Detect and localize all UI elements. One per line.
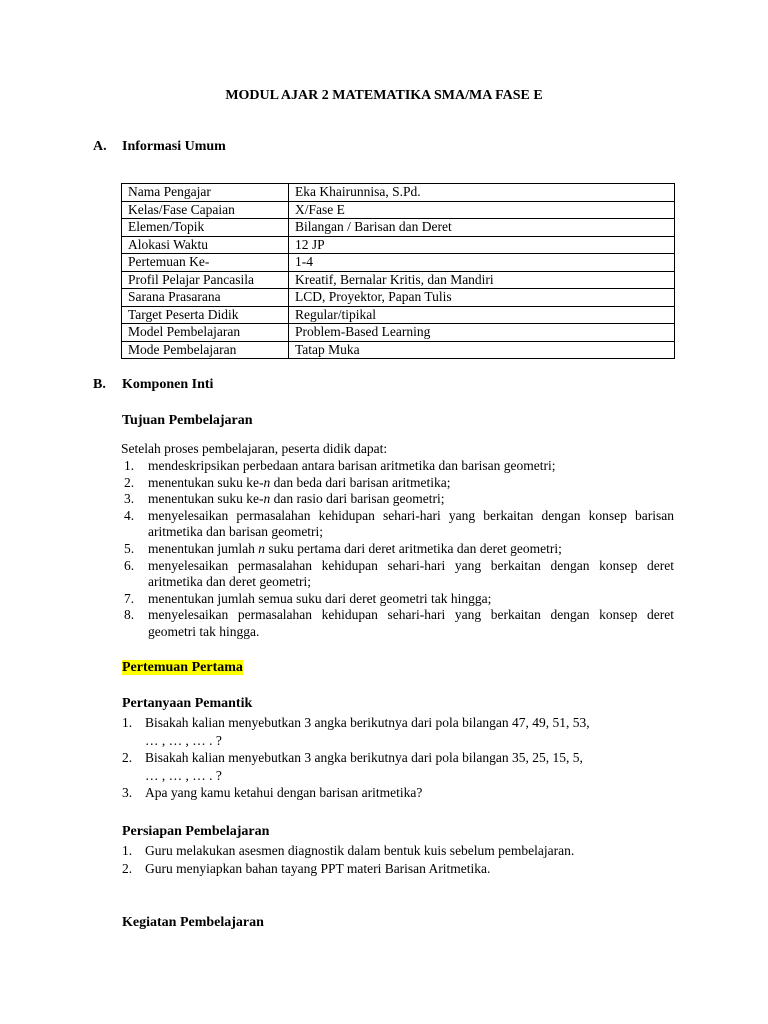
list-item [122,842,674,860]
section-a-title: Informasi Umum [122,139,226,154]
list-item [122,749,674,784]
list-item [122,558,674,591]
list-item [122,508,674,541]
info-table [121,183,675,359]
table-row [122,271,675,289]
tujuan-list [122,458,674,641]
pertemuan-heading [122,660,243,676]
list-item [122,860,674,878]
list-item [122,491,674,508]
item-text: menyelesaikan permasalahan kehidupan sehari-hari yang berkaitan dengan konsep barisan aritmetika dan barisan geometri; [148,507,674,540]
table-label: Kelas/Fase Capaian [122,201,289,219]
table-value: X/Fase E [289,201,675,219]
item-text: menentukan jumlah [148,540,259,556]
list-item [122,714,674,749]
list-number: 3. [124,491,135,507]
section-b-title: Komponen Inti [122,377,214,392]
list-item [122,541,674,558]
list-number: 3. [122,785,133,800]
list-number: 2. [122,860,133,876]
item-text: menyelesaikan permasalahan kehidupan sehari-hari yang berkaitan dengan konsep deret geometri tak hingga. [148,607,674,639]
table-row [122,324,675,342]
list-number: 7. [124,590,135,606]
item-text: Apa yang kamu ketahui dengan barisan aritmetika? [145,785,423,800]
list-item [122,591,674,608]
list-number: 5. [124,540,135,556]
item-text: mendeskripsikan perbedaan antara barisan aritmetika dan barisan geometri; [148,458,556,473]
item-text: menentukan suku ke- [148,474,264,490]
kegiatan-heading: Kegiatan Pembelajaran [122,915,264,930]
italic-variable: n [263,491,271,507]
item-text: menyelesaikan permasalahan kehidupan sehari-hari yang berkaitan dengan konsep deret aritmetika dan deret geometri; [148,557,674,590]
list-item [122,607,674,640]
item-text: Guru menyiapkan bahan tayang PPT materi Barisan Aritmetika. [145,860,491,876]
list-item [122,458,674,475]
list-number: 4. [124,507,135,523]
table-label: Pertemuan Ke- [122,254,289,272]
list-number: 1. [124,458,135,473]
list-item [122,475,674,492]
item-text: dan beda dari barisan aritmetika; [270,474,451,490]
pemantik-heading: Pertanyaan Pemantik [122,696,253,711]
pemantik-list [122,714,674,802]
table-label: Target Peserta Didik [122,306,289,324]
table-row [122,289,675,307]
list-number: 1. [122,715,133,730]
highlighted-text: Pertemuan Pertama [122,660,243,675]
table-value: 1-4 [289,254,675,272]
table-row [122,201,675,219]
table-label: Model Pembelajaran [122,324,289,342]
item-text: menentukan suku ke- [148,491,264,507]
table-row [122,184,675,202]
list-number: 8. [124,607,135,623]
italic-variable: n [263,474,271,490]
list-number: 1. [122,843,133,858]
table-row [122,236,675,254]
document-title: MODUL AJAR 2 MATEMATIKA SMA/MA FASE E [225,88,543,103]
tujuan-intro: Setelah proses pembelajaran, peserta didik dapat: [121,441,388,456]
table-value: Bilangan / Barisan dan Deret [289,219,675,237]
table-value: Regular/tipikal [289,306,675,324]
table-row [122,341,675,359]
table-value: Problem-Based Learning [289,324,675,342]
item-text-continuation: … , … , … . ? [145,767,222,783]
persiapan-list [122,842,674,877]
table-label: Sarana Prasarana [122,289,289,307]
table-value: Kreatif, Bernalar Kritis, dan Mandiri [289,271,675,289]
table-label: Nama Pengajar [122,184,289,202]
table-label: Profil Pelajar Pancasila [122,271,289,289]
persiapan-heading: Persiapan Pembelajaran [122,824,270,839]
section-b-letter: B. [93,377,106,392]
item-text: suku pertama dari deret aritmetika dan deret geometri; [264,540,562,556]
table-row [122,306,675,324]
table-row [122,219,675,237]
list-number: 2. [124,474,135,490]
item-text: Bisakah kalian menyebutkan 3 angka berikutnya dari pola bilangan 35, 25, 15, 5, [145,750,583,765]
table-value: LCD, Proyektor, Papan Tulis [289,289,675,307]
table-label: Mode Pembelajaran [122,341,289,359]
item-text: dan rasio dari barisan geometri; [270,491,445,507]
item-text: Guru melakukan asesmen diagnostik dalam bentuk kuis sebelum pembelajaran. [145,843,575,858]
section-a-letter: A. [93,139,107,154]
table-label: Elemen/Topik [122,219,289,237]
item-text-continuation: … , … , … . ? [145,732,222,748]
table-value: Eka Khairunnisa, S.Pd. [289,184,675,202]
table-value: Tatap Muka [289,341,675,359]
item-text: menentukan jumlah semua suku dari deret geometri tak hingga; [148,590,492,606]
tujuan-heading: Tujuan Pembelajaran [122,413,253,428]
item-text: Bisakah kalian menyebutkan 3 angka berikutnya dari pola bilangan 47, 49, 51, 53, [145,715,590,730]
table-value: 12 JP [289,236,675,254]
list-number: 2. [122,750,133,765]
table-label: Alokasi Waktu [122,236,289,254]
list-number: 6. [124,557,135,573]
list-item [122,784,674,802]
table-row [122,254,675,272]
italic-variable: n [258,540,265,556]
